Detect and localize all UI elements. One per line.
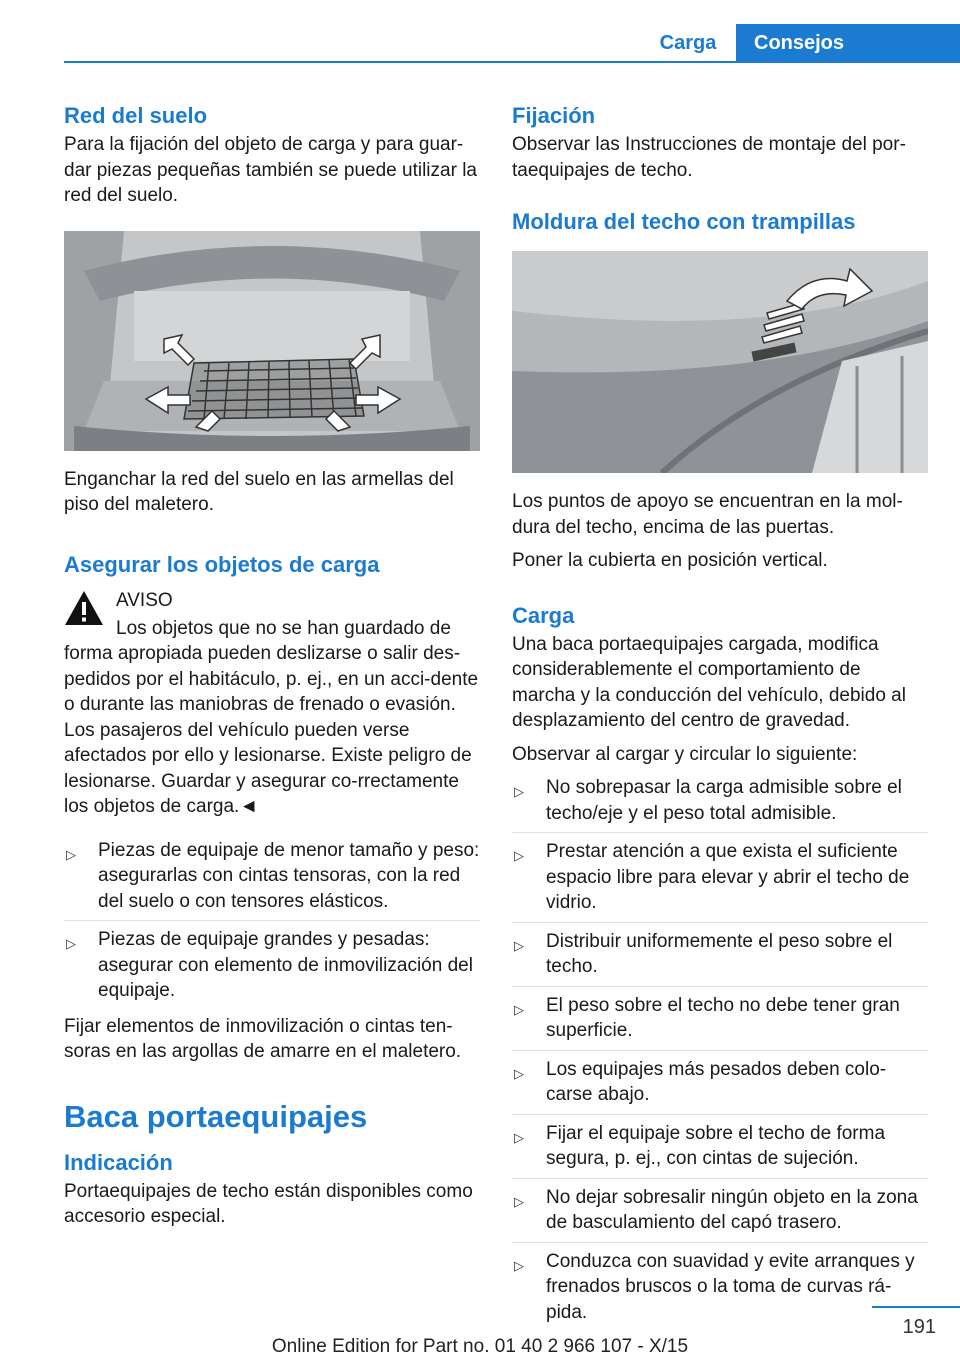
list-item <box>512 1050 928 1114</box>
list-item-text: Los equipajes más pesados deben colo-carse abajo. <box>546 1058 887 1105</box>
list-item-text: Fijar el equipaje sobre el techo de forma segura, p. ej., con cintas de sujeción. <box>546 1122 886 1169</box>
bullet-triangle-icon: ▷ <box>514 1129 524 1145</box>
warning-triangle-icon <box>64 590 104 626</box>
paragraph-indicacion: Portaequipajes de techo están disponibles como accesorio especial. <box>64 1180 473 1227</box>
list-item <box>64 832 480 921</box>
paragraph-red: Para la fijación del objeto de carga y para guar-dar piezas pequeñas también se puede utilizar la red del suelo. <box>64 134 477 206</box>
heading-fijacion: Fijación <box>512 103 596 128</box>
list-item <box>512 1178 928 1242</box>
right-column <box>512 100 928 1331</box>
list-item-text: No dejar sobresalir ningún objeto en la zona de basculamiento del capó trasero. <box>546 1186 918 1233</box>
list-item-text: Prestar atención a que exista el suficiente espacio libre para elevar y abrir el techo de vidrio. <box>546 841 910 913</box>
heading-moldura: Moldura del techo con trampillas <box>512 209 856 234</box>
warning-title: AVISO <box>116 589 173 611</box>
roof-molding-figure <box>512 251 928 473</box>
list-item <box>512 832 928 922</box>
bullet-triangle-icon: ▷ <box>514 937 524 953</box>
bullet-triangle-icon: ▷ <box>514 1001 524 1017</box>
list-item <box>512 1114 928 1178</box>
heading-indicacion: Indicación <box>64 1149 173 1175</box>
tab-consejos[interactable]: Consejos <box>736 24 960 62</box>
edition-footer: Online Edition for Part no. 01 40 2 966 107 - X/15 <box>271 1336 689 1357</box>
page-number: 191 <box>902 1316 936 1338</box>
footer-rule <box>872 1306 960 1308</box>
bullet-triangle-icon: ▷ <box>66 936 76 951</box>
paragraph-enganchar: Enganchar la red del suelo en las armellas del piso del maletero. <box>64 468 454 515</box>
bullet-triangle-icon: ▷ <box>514 1257 524 1273</box>
list-item <box>64 920 480 1010</box>
list-item-text: Piezas de equipaje de menor tamaño y peso: asegurarlas con cintas tensoras, con la red del suelo o con tensores elásticos. <box>98 839 480 912</box>
list-item-text: Distribuir uniformemente el peso sobre el techo. <box>546 930 893 977</box>
tab-carga[interactable]: Carga <box>659 31 717 54</box>
list-item-text: Piezas de equipaje grandes y pesadas: asegurar con elemento de inmovilización del equipaje. <box>98 929 473 1001</box>
warning-text <box>64 616 480 820</box>
right-bullet-list <box>512 769 928 1331</box>
warning-text-content: Los objetos que no se han guardado de forma apropiada pueden deslizarse o salir des-pedidos por el habitáculo, p. ej., en un acci-dente o durante las maniobras de frenado o evasión. Los pasajeros del vehículo pueden verse afectados por ello y lesionarse. Existe peligro de lesionarse. Guardar y asegurar co-rrectamente los objetos de carga.◄ <box>64 617 479 817</box>
bullet-triangle-icon: ▷ <box>514 784 524 799</box>
left-column <box>64 100 480 1230</box>
paragraph-puntos: Los puntos de apoyo se encuentran en la mol-dura del techo, encima de las puertas. <box>512 491 903 538</box>
paragraph-fijar: Fijar elementos de inmovilización o cintas ten-soras en las argollas de amarre en el maletero. <box>64 1015 462 1062</box>
list-item-text: No sobrepasar la carga admisible sobre el techo/eje y el peso total admisible. <box>546 777 902 824</box>
roof-molding-illustration <box>512 251 928 473</box>
heading-red-del-suelo: Red del suelo <box>64 103 208 128</box>
bullet-triangle-icon: ▷ <box>514 1193 524 1209</box>
paragraph-poner: Poner la cubierta en posición vertical. <box>512 550 828 571</box>
bullet-triangle-icon: ▷ <box>514 848 524 863</box>
list-item <box>512 922 928 986</box>
list-item-text: Conduzca con suavidad y evite arranques y frenados bruscos o la toma de curvas rá-pida. <box>546 1250 915 1323</box>
heading-carga: Carga <box>512 602 575 628</box>
paragraph-fijacion: Observar las Instrucciones de montaje del por-taequipajes de techo. <box>512 134 906 181</box>
list-item-text: El peso sobre el techo no debe tener gran superficie. <box>546 994 900 1041</box>
warning-box <box>64 586 480 820</box>
heading-baca: Baca portaequipajes <box>64 1098 368 1134</box>
list-item <box>512 769 928 832</box>
list-item <box>512 986 928 1050</box>
trunk-net-figure <box>64 231 480 451</box>
heading-asegurar: Asegurar los objetos de carga <box>64 551 380 577</box>
paragraph-observar: Observar al cargar y circular lo siguiente: <box>512 743 858 765</box>
bullet-triangle-icon: ▷ <box>66 846 76 862</box>
bullet-triangle-icon: ▷ <box>514 1065 524 1081</box>
paragraph-carga: Una baca portaequipajes cargada, modifica considerablemente el comportamiento de marcha y la conducción del vehículo, debido al desplazamiento del centro de gravedad. <box>512 633 906 731</box>
left-bullet-list <box>64 832 480 1010</box>
trunk-net-illustration <box>64 231 480 451</box>
